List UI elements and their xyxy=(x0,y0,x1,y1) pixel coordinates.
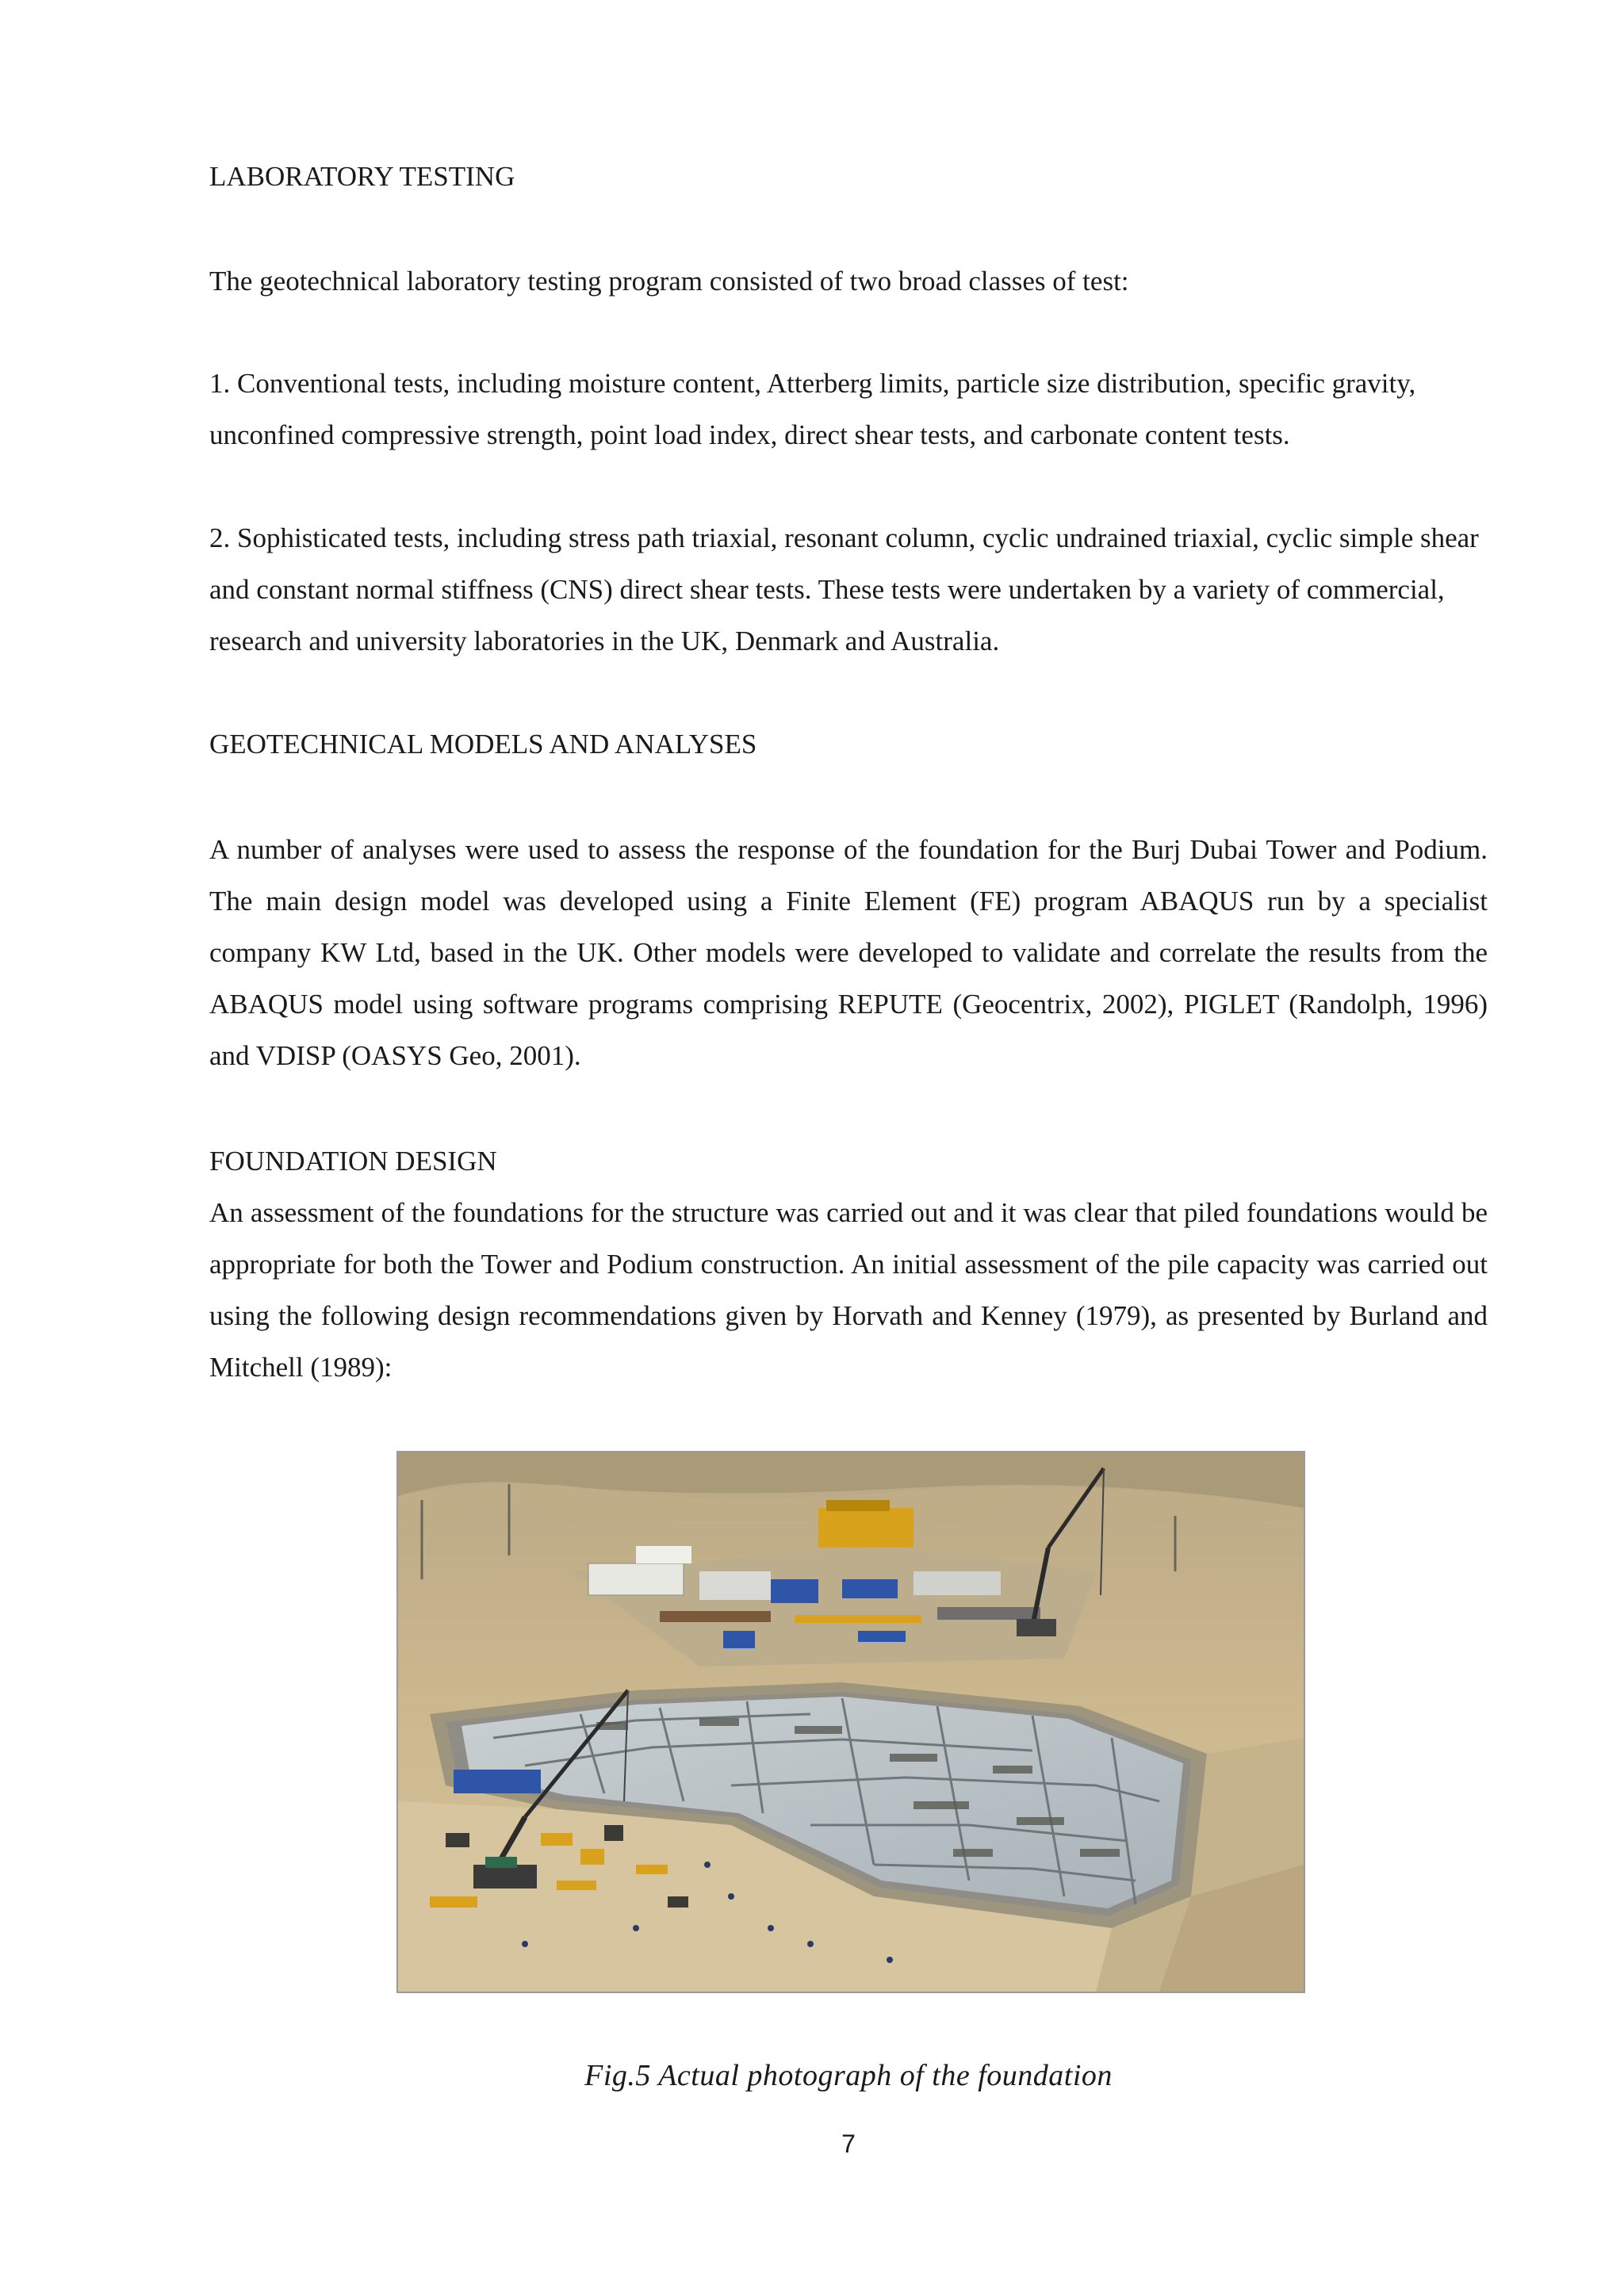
models-paragraph: A number of analyses were used to assess the response of the foundation for the Burj Dubai Tower and Podium. The main design model was developed using a Finite Element (FE) program ABAQUS run by a specialist company KW Ltd, based in the UK. Other models were developed to validate and correlate the results from the ABAQUS model using software programs comprising REPUTE (Geocentrix, 2002), PIGLET (Randolph, 1996) and VDISP (OASYS Geo, 2001). xyxy=(209,834,1488,1071)
lab-intro-paragraph: The geotechnical laboratory testing program consisted of two broad classes of test: xyxy=(209,266,1129,297)
lab-item-sophisticated-tests: 2. Sophisticated tests, including stress path triaxial, resonant column, cyclic undrained triaxial, cyclic simple shear and constant normal stiffness (CNS) direct shear tests. These tests were undertaken by a variety of commercial, research and university laboratories in the UK, Denmark and Australia. xyxy=(209,522,1479,656)
section-heading-geotechnical-models: GEOTECHNICAL MODELS AND ANALYSES xyxy=(209,729,757,760)
section-heading-foundation-design: FOUNDATION DESIGN xyxy=(209,1146,497,1177)
section-heading-laboratory-testing: LABORATORY TESTING xyxy=(209,161,515,192)
lab-item-conventional-tests: 1. Conventional tests, including moisture content, Atterberg limits, particle size distribution, specific gravity, unconfined compressive strength, point load index, direct shear tests, and carbonate content tests. xyxy=(209,368,1416,450)
page-number: 7 xyxy=(841,2130,856,2158)
figure-caption: Fig.5 Actual photograph of the foundation xyxy=(584,2059,1113,2092)
foundation-photograph xyxy=(396,1451,1305,1993)
foundation-paragraph: An assessment of the foundations for the structure was carried out and it was clear that piled foundations would be appropriate for both the Tower and Podium construction. An initial assessment of the pile capacity was carried out using the following design recommendations given by Horvath and Kenney (1979), as presented by Burland and Mitchell (1989): xyxy=(209,1197,1488,1383)
